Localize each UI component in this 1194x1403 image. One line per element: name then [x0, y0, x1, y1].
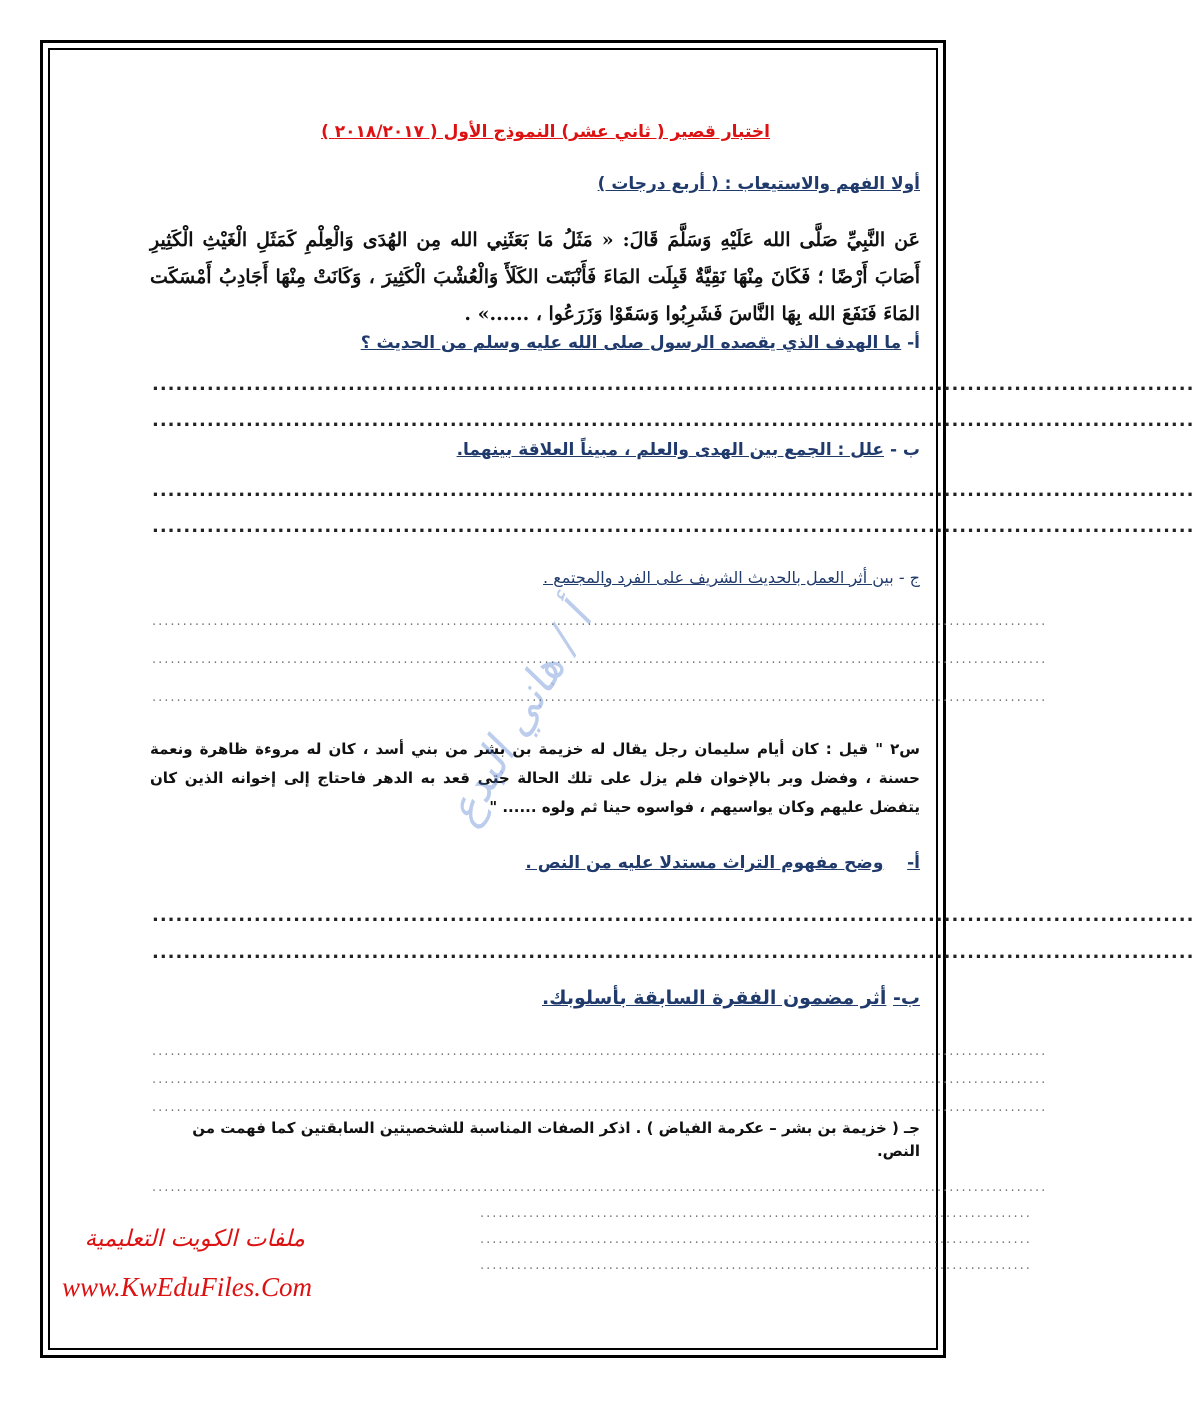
question-2a-text: وضح مفهوم التراث مستدلا عليه من النص .: [525, 853, 884, 873]
question-2b-letter: ب-: [893, 987, 920, 1009]
answer-line[interactable]: ..................................................................................................................................................: [152, 652, 1048, 667]
answer-line[interactable]: .....................................................................................................................................: [152, 905, 1194, 926]
page-title: اختبار قصير ( ثاني عشر) النموذج الأول ( ٢٠١٨/٢٠١٧ ): [321, 122, 770, 142]
answer-line[interactable]: ..................................................................................................................................................: [152, 1044, 1048, 1059]
question-2a: [400, 853, 920, 873]
passage-2: س٢ " قيل : كان أيام سليمان رجل يقال له خزيمة بن بشر من بني أسد ، كان له مروءة ظاهرة ونعمة حسنة ، وفضل وبر بالإخوان فلم يزل على تلك الحالة حتى قعد به الدهر فاحتاج إلى إخوانه الذين كان يتفضل عليهم وكان يواسيهم ، فواسوه حينا ثم ولوه ...... ": [150, 740, 920, 816]
hadith-text: عَن النَّبِيِّ صَلَّى الله عَلَيْهِ وَسَلَّمَ قَالَ: « مَثَلُ مَا بَعَثَنِي الله مِن الهُدَى وَالْعِلْمِ كَمَثَلِ الْغَيْثِ الْكَثِيرِ أَصَابَ أَرْضًا ؛ فَكَانَ مِنْهَا نَقِيَّةٌ قَبِلَت المَاءَ فَأَنْبَتَت الكَلَأَ وَالْعُشْبَ الْكَثِيرَ ، وَكَانَتْ مِنْهَا أَجَادِبُ أَمْسَكَت المَاءَ فَنَفَعَ الله بِهَا النَّاسَ فَشَرِبُوا وَسَقَوْا وَزَرَعُوا ، ......» .: [150, 229, 920, 325]
answer-line[interactable]: .....................................................................................................................................: [152, 374, 1194, 395]
question-1b: [300, 440, 920, 460]
answer-line[interactable]: ..................................................................................................................................................: [152, 1100, 1048, 1115]
question-1c: [300, 568, 920, 587]
answer-line[interactable]: .....................................................................................................................................: [152, 942, 1194, 963]
answer-line[interactable]: ..................................................................................................................................................: [152, 1072, 1048, 1087]
question-2a-letter: أ-: [907, 853, 920, 873]
question-2b: [400, 987, 920, 1009]
teacher-watermark: أ / هاني البدع: [437, 597, 603, 834]
question-1a: [300, 333, 920, 353]
question-1c-prefix: ج -: [898, 568, 920, 587]
question-1b-text: علل : الجمع بين الهدى والعلم ، مبيناً العلاقة بينهما.: [456, 440, 885, 460]
answer-line[interactable]: ..................................................................................................................................................: [152, 690, 1048, 705]
answer-line[interactable]: ..................................................................................................................................................: [152, 614, 1048, 629]
question-2b-text: أثر مضمون الفقرة السابقة بأسلوبك.: [541, 987, 887, 1009]
footer-url-link[interactable]: www.KwEduFiles.Com: [62, 1272, 313, 1302]
footer-site-name: ملفات الكويت التعليمية: [84, 1226, 305, 1252]
question-1a-text: ما الهدف الذي يقصده الرسول صلى الله عليه وسلم من الحديث ؟: [360, 333, 902, 353]
answer-line[interactable]: ..........................................................................................: [480, 1206, 1032, 1221]
answer-line[interactable]: ..........................................................................................: [480, 1258, 1032, 1273]
question-1b-prefix: ب -: [889, 440, 920, 460]
answer-line[interactable]: ..........................................................................................: [480, 1232, 1032, 1247]
question-1a-letter: أ-: [907, 333, 920, 353]
answer-line[interactable]: .....................................................................................................................................: [152, 480, 1194, 501]
question-2c: جـ ( خزيمة بن بشر – عكرمة الفياض ) . اذكر الصفات المناسبة للشخصيتين السابقتين كما فهمت من النص.: [192, 1119, 920, 1160]
answer-line[interactable]: .....................................................................................................................................: [152, 516, 1194, 537]
answer-line[interactable]: ..................................................................................................................................................: [152, 1180, 1048, 1195]
answer-line[interactable]: .....................................................................................................................................: [152, 410, 1194, 431]
question-1c-text: بين أثر العمل بالحديث الشريف على الفرد والمجتمع .: [543, 568, 894, 587]
section1-heading: أولا الفهم والاستيعاب : ( أربع درجات ): [597, 174, 920, 194]
